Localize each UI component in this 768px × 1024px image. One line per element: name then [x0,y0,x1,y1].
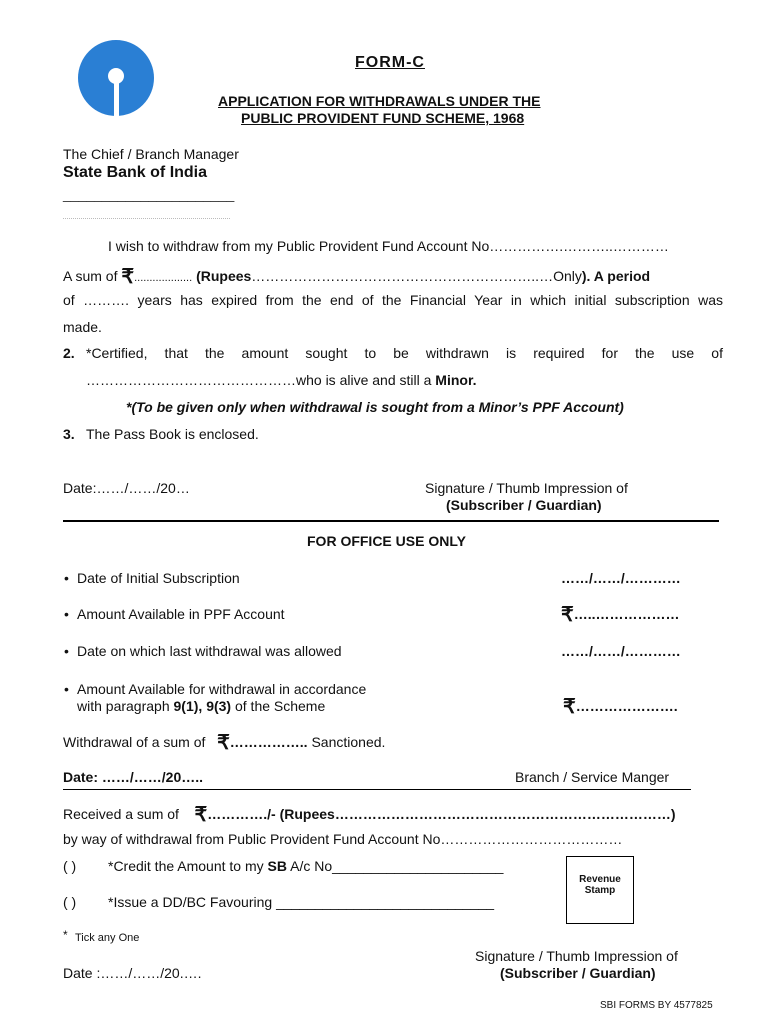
sum-prefix: A sum of [63,268,118,284]
option1-suffix: A/c No______________________ [290,858,504,874]
logo-slot [114,80,119,116]
rupee-icon: ₹ [561,604,574,626]
sanction-suffix: Sanctioned. [311,734,386,750]
stamp-line2: Stamp [584,885,616,896]
option1-sb: SB [267,858,287,874]
section-divider [63,520,719,522]
form-title: FORM-C [355,54,425,71]
option1-checkbox[interactable]: ( ) [63,858,77,874]
received-amount-blank: …………./- [207,806,276,822]
para1-line4: made. [63,319,102,335]
rupee-icon: ₹ [194,804,208,826]
office-divider [63,789,691,790]
paragraph-prefix: with paragraph [77,698,170,714]
rupees-blank: ……………………………………………………..…Only [251,268,582,284]
item2-line2 [86,372,477,388]
option2-checkbox[interactable]: ( ) [63,894,77,910]
amount-available-blank: …..……………… [573,606,680,622]
item3-number: 3. [63,426,75,442]
paragraph-numbers: 9(1), 9(3) [173,698,232,714]
bank-name: State Bank of India [63,164,208,181]
sanction-amount-blank: …………….. [229,734,308,750]
revenue-stamp-box [566,856,634,924]
form-subtitle-line1: APPLICATION FOR WITHDRAWALS UNDER THE [218,93,541,109]
sanction-prefix: Withdrawal of a sum of [63,734,206,750]
minor-bold: Minor. [435,372,477,388]
branch-blank: ______________________ [63,186,235,202]
receipt-signature-role: (Subscriber / Guardian) [500,965,656,981]
tick-star: * [63,928,68,942]
revenue-stamp-label [567,874,633,896]
branch-underline [63,218,230,219]
sanction-line [63,728,385,753]
rupee-icon: ₹ [121,266,135,288]
minor-note: *(To be given only when withdrawal is sought from a Minor’s PPF Account) [126,399,624,415]
item3-text: The Pass Book is enclosed. [86,426,259,442]
period-suffix: ). A period [581,268,651,284]
office-item-last-withdrawal: • Date on which last withdrawal was allowed [77,643,342,659]
option1-text [108,858,503,874]
item2-number: 2. [63,345,75,361]
manager-signature: Branch / Service Manger [515,769,670,785]
option2-text: *Issue a DD/BC Favouring ____________________________ [108,894,495,910]
office-value-amount-available [561,600,680,625]
minor-name-blank: ……………………………………… [86,372,296,388]
sum-amount-blank: ................... [134,272,193,284]
item2-line1: *Certified, that the amount sought to be withdrawn is required for the use of [86,345,723,361]
office-value-last-withdrawal: ……/……/………… [561,643,681,659]
office-date: Date: ……/……/20….. [63,769,204,785]
rupee-icon: ₹ [217,732,230,754]
sbi-logo-icon [78,40,154,116]
applicant-date: Date:……/……/20… [63,480,190,496]
received-rupees: (Rupees………………………………………………………………) [279,806,676,822]
para1-line2 [63,262,723,287]
para1-line1: I wish to withdraw from my Public Provident Fund Account No…………….………..………… [108,238,669,254]
addressee-line: The Chief / Branch Manager [63,146,239,162]
stamp-line1: Revenue [579,874,621,885]
office-item-withdrawable-line2 [77,698,325,714]
form-subtitle-line2: PUBLIC PROVIDENT FUND SCHEME, 1968 [241,110,525,126]
office-value-initial-subscription: ……/……/………… [561,570,681,586]
minor-text: who is alive and still a [296,372,432,388]
office-heading: FOR OFFICE USE ONLY [307,533,466,549]
option1-prefix: *Credit the Amount to my [108,858,264,874]
office-value-withdrawable [563,692,678,717]
para1-line3: of ………. years has expired from the end of the Financial Year in which initial subscription was [63,292,723,308]
receipt-signature-label: Signature / Thumb Impression of [475,948,678,964]
applicant-signature-label: Signature / Thumb Impression of [425,480,628,496]
withdrawable-blank: …………………. [575,698,678,714]
applicant-signature-role: (Subscriber / Guardian) [446,497,602,513]
office-item-amount-available: • Amount Available in PPF Account [77,606,285,622]
receipt-date: Date :……/……/20.…. [63,965,202,981]
office-item-withdrawable-line1: • Amount Available for withdrawal in accordance [77,681,366,697]
rupee-icon: ₹ [563,696,576,718]
received-prefix: Received a sum of [63,806,179,822]
rupees-label: (Rupees [196,268,252,284]
office-item-initial-subscription: • Date of Initial Subscription [77,570,240,586]
tick-note: Tick any One [75,932,140,944]
footer-code: SBI FORMS BY 4577825 [600,1000,713,1011]
account-line: by way of withdrawal from Public Provident Fund Account No………………………………… [63,831,623,847]
paragraph-suffix: of the Scheme [234,698,326,714]
receipt-line [63,800,676,825]
